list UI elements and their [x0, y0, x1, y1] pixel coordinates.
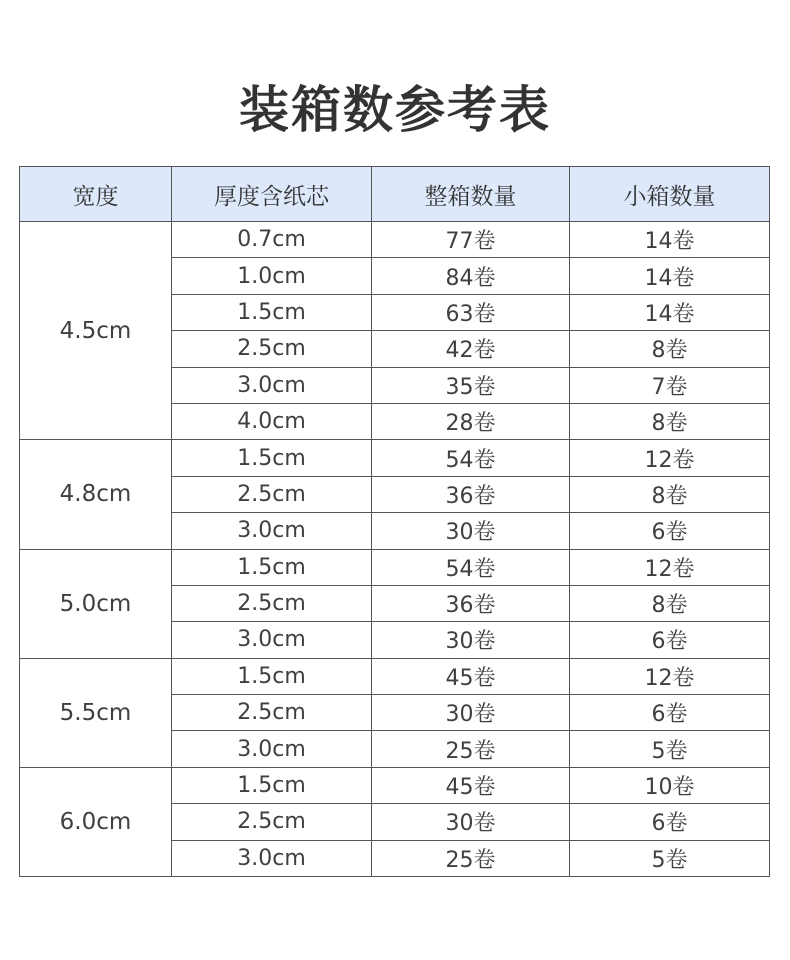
- small-box-cell: 12卷: [570, 658, 770, 694]
- small-box-cell: 14卷: [570, 294, 770, 330]
- thickness-cell: 1.5cm: [172, 658, 372, 694]
- small-box-cell: 14卷: [570, 258, 770, 294]
- thickness-cell: 2.5cm: [172, 695, 372, 731]
- full-box-cell: 25卷: [372, 840, 570, 876]
- full-box-cell: 36卷: [372, 585, 570, 621]
- full-box-cell: 30卷: [372, 513, 570, 549]
- table-row: [20, 767, 770, 803]
- full-box-cell: 45卷: [372, 767, 570, 803]
- small-box-cell: 8卷: [570, 476, 770, 512]
- small-box-cell: 7卷: [570, 367, 770, 403]
- thickness-cell: 1.5cm: [172, 294, 372, 330]
- full-box-cell: 28卷: [372, 403, 570, 439]
- packing-reference-table: [19, 166, 770, 877]
- full-box-cell: 25卷: [372, 731, 570, 767]
- small-box-cell: 12卷: [570, 549, 770, 585]
- width-cell: 5.5cm: [20, 658, 172, 767]
- header-thickness: 厚度含纸芯: [172, 167, 372, 222]
- full-box-cell: 30卷: [372, 804, 570, 840]
- small-box-cell: 8卷: [570, 403, 770, 439]
- full-box-cell: 77卷: [372, 222, 570, 258]
- full-box-cell: 42卷: [372, 331, 570, 367]
- thickness-cell: 1.5cm: [172, 549, 372, 585]
- thickness-cell: 0.7cm: [172, 222, 372, 258]
- width-cell: 4.5cm: [20, 222, 172, 440]
- width-cell: 4.8cm: [20, 440, 172, 549]
- table-header-row: [20, 167, 770, 222]
- full-box-cell: 54卷: [372, 440, 570, 476]
- small-box-cell: 5卷: [570, 840, 770, 876]
- small-box-cell: 8卷: [570, 585, 770, 621]
- thickness-cell: 2.5cm: [172, 476, 372, 512]
- header-small-box: 小箱数量: [570, 167, 770, 222]
- small-box-cell: 6卷: [570, 513, 770, 549]
- full-box-cell: 45卷: [372, 658, 570, 694]
- full-box-cell: 36卷: [372, 476, 570, 512]
- full-box-cell: 35卷: [372, 367, 570, 403]
- thickness-cell: 2.5cm: [172, 804, 372, 840]
- small-box-cell: 6卷: [570, 622, 770, 658]
- small-box-cell: 10卷: [570, 767, 770, 803]
- full-box-cell: 30卷: [372, 622, 570, 658]
- full-box-cell: 84卷: [372, 258, 570, 294]
- width-cell: 5.0cm: [20, 549, 172, 658]
- thickness-cell: 2.5cm: [172, 331, 372, 367]
- header-full-box: 整箱数量: [372, 167, 570, 222]
- small-box-cell: 14卷: [570, 222, 770, 258]
- small-box-cell: 8卷: [570, 331, 770, 367]
- thickness-cell: 3.0cm: [172, 731, 372, 767]
- table-row: [20, 658, 770, 694]
- thickness-cell: 1.0cm: [172, 258, 372, 294]
- full-box-cell: 63卷: [372, 294, 570, 330]
- header-width: 宽度: [20, 167, 172, 222]
- thickness-cell: 3.0cm: [172, 622, 372, 658]
- thickness-cell: 3.0cm: [172, 513, 372, 549]
- thickness-cell: 3.0cm: [172, 367, 372, 403]
- table-row: [20, 222, 770, 258]
- small-box-cell: 12卷: [570, 440, 770, 476]
- small-box-cell: 6卷: [570, 695, 770, 731]
- thickness-cell: 2.5cm: [172, 585, 372, 621]
- table-row: [20, 549, 770, 585]
- full-box-cell: 54卷: [372, 549, 570, 585]
- thickness-cell: 1.5cm: [172, 440, 372, 476]
- width-cell: 6.0cm: [20, 767, 172, 876]
- table-body: [20, 222, 770, 877]
- thickness-cell: 1.5cm: [172, 767, 372, 803]
- small-box-cell: 6卷: [570, 804, 770, 840]
- thickness-cell: 4.0cm: [172, 403, 372, 439]
- thickness-cell: 3.0cm: [172, 840, 372, 876]
- page-title: 装箱数参考表: [239, 81, 551, 139]
- table-row: [20, 440, 770, 476]
- full-box-cell: 30卷: [372, 695, 570, 731]
- small-box-cell: 5卷: [570, 731, 770, 767]
